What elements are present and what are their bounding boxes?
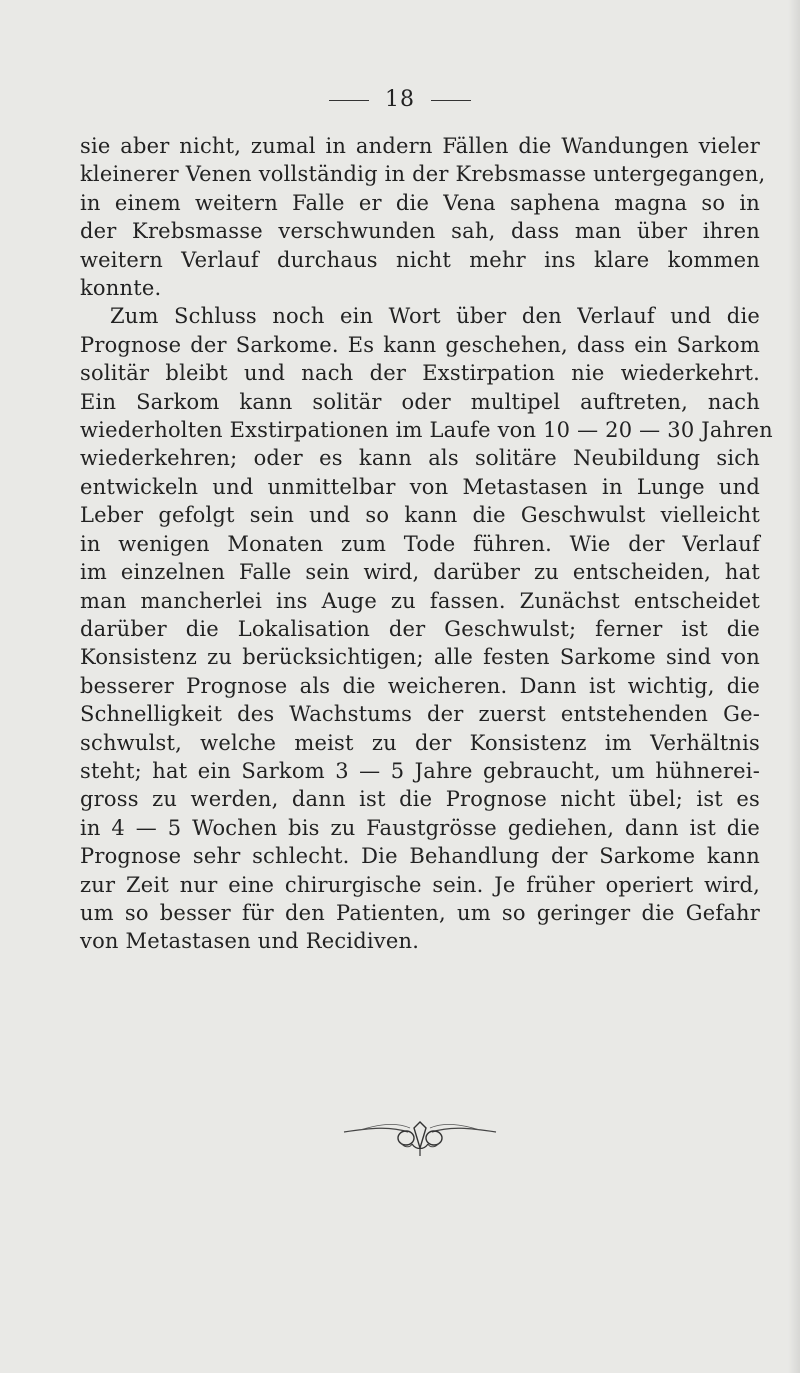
page-header [0,87,800,113]
text-line: Prognose sehr schlecht. Die Behandlung der Sarkome kann [80,844,760,869]
text-line: um so besser für den Patienten, um so geringer die Gefahr [80,900,760,925]
text-line: gross zu werden, dann ist die Prognose nicht übel; ist es [80,787,760,812]
text-line: Ein Sarkom kann solitär oder multipel auftreten, nach [80,389,760,414]
text-line: im einzelnen Falle sein wird, darüber zu entscheiden, hat [80,560,760,585]
text-line: man mancherlei ins Auge zu fassen. Zunächst entscheidet [80,588,760,613]
ornament-vignette [340,1118,500,1158]
text-line: kleinerer Venen vollständig in der Krebsmasse untergegangen, [80,162,766,187]
text-line: steht; hat ein Sarkom 3 — 5 Jahre gebraucht, um hühnerei- [80,758,760,783]
text-line: Schnelligkeit des Wachstums der zuerst entstehenden Ge- [80,702,760,727]
text-line: Zum Schluss noch ein Wort über den Verlauf und die [110,304,760,329]
text-line: besserer Prognose als die weicheren. Dann ist wichtig, die [80,673,760,698]
text-line: Prognose der Sarkome. Es kann geschehen, dass ein Sarkom [80,332,760,357]
text-line: in 4 — 5 Wochen bis zu Faustgrösse gediehen, dann ist die [80,815,760,840]
text-line: Konsistenz zu berücksichtigen; alle festen Sarkome sind von [80,645,760,670]
text-line: sie aber nicht, zumal in andern Fällen die Wandungen vieler [80,134,760,158]
text-line: wiederholten Exstirpationen im Laufe von 10 — 20 — 30 Jahren [80,418,773,443]
header-dash-left [329,100,369,101]
text-line: Leber gefolgt sein und so kann die Geschwulst vielleicht [80,503,760,528]
text-line: konnte. [80,276,162,301]
text-line: darüber die Lokalisation der Geschwulst; ferner ist die [80,616,760,641]
text-line: solitär bleibt und nach der Exstirpation nie wiederkehrt. [80,361,760,386]
text-line: der Krebsmasse verschwunden sah, dass man über ihren [80,219,760,244]
text-line: schwulst, welche meist zu der Konsistenz im Verhältnis [80,730,760,755]
text-line: wiederkehren; oder es kann als solitäre Neubildung sich [80,446,760,471]
body-text [80,132,773,956]
text-line: in einem weitern Falle er die Vena saphena magna so in [80,190,760,215]
text-line: weitern Verlauf durchaus nicht mehr ins klare kommen [80,247,760,272]
page-number: 18 [385,87,415,112]
header-dash-right [431,100,471,101]
text-line: entwickeln und unmittelbar von Metastasen in Lunge und [80,474,760,499]
text-line: in wenigen Monaten zum Tode führen. Wie der Verlauf [80,531,760,556]
text-line: von Metastasen und Recidiven. [80,929,420,954]
text-line: zur Zeit nur eine chirurgische sein. Je früher operiert wird, [80,872,760,897]
page-edge-shadow [788,0,800,1373]
